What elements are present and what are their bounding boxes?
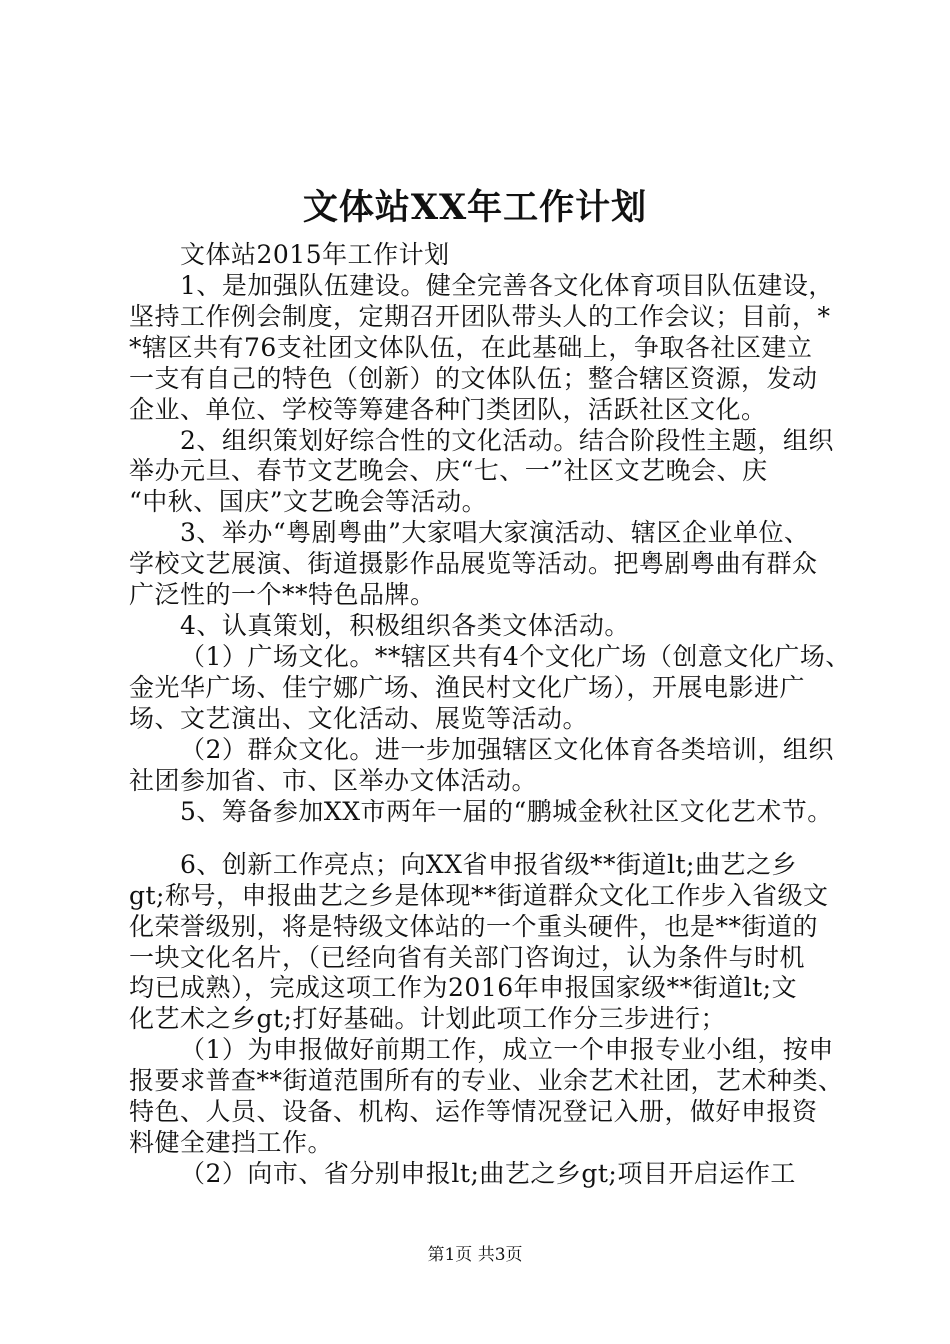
text-line: 一支有自己的特色（创新）的文体队伍；整合辖区资源，发动 — [129, 364, 818, 393]
page-footer: 第1页 共3页 — [427, 1245, 523, 1265]
text-line: 6、创新工作亮点；向XX省申报省级**街道lt;曲艺之乡 — [180, 850, 797, 879]
text-line: 学校文艺展演、街道摄影作品展览等活动。把粤剧粤曲有群众 — [129, 549, 818, 578]
text-line: *辖区共有76支社团文体队伍，在此基础上，争取各社区建立 — [129, 333, 813, 362]
text-line: （2）向市、省分别申报lt;曲艺之乡gt;项目开启运作工 — [180, 1159, 796, 1188]
text-line: 2、组织策划好综合性的文化活动。结合阶段性主题，组织 — [180, 426, 834, 455]
text-line: 均已成熟），完成这项工作为2016年申报国家级**街道lt;文 — [129, 973, 798, 1002]
text-line: 特色、人员、设备、机构、运作等情况登记入册，做好申报资 — [129, 1097, 818, 1126]
text-line: 广泛性的一个**特色品牌。 — [129, 580, 436, 609]
text-line: 社团参加省、市、区举办文体活动。 — [129, 766, 538, 795]
text-line: 场、文艺演出、文化活动、展览等活动。 — [129, 704, 589, 733]
text-line: “中秋、国庆”文艺晚会等活动。 — [129, 487, 488, 516]
text-line: 5、筹备参加XX市两年一届的“鹏城金秋社区文化艺术节。 — [180, 797, 833, 826]
text-line: 举办元旦、春节文艺晚会、庆“七、一”社区文艺晚会、庆 — [129, 456, 768, 485]
text-line: 文体站2015年工作计划 — [180, 240, 450, 269]
text-line: 化荣誉级别，将是特级文体站的一个重头硬件，也是**街道的 — [129, 912, 819, 941]
text-line: gt;称号，申报曲艺之乡是体现**街道群众文化工作步入省级文 — [129, 881, 829, 910]
text-line: 坚持工作例会制度，定期召开团队带头人的工作会议；目前，* — [129, 302, 831, 331]
document-title: 文体站XX年工作计划 — [302, 187, 648, 228]
text-line: （1）广场文化。**辖区共有4个文化广场（创意文化广场、 — [180, 642, 851, 671]
text-line: 1、是加强队伍建设。健全完善各文化体育项目队伍建设， — [180, 271, 834, 300]
text-line: 3、举办“粤剧粤曲”大家唱大家演活动、辖区企业单位、 — [180, 518, 810, 547]
text-line: 企业、单位、学校等筹建各种门类团队，活跃社区文化。 — [129, 395, 767, 424]
text-line: 一块文化名片，（已经向省有关部门咨询过，认为条件与时机 — [129, 943, 806, 972]
text-line: （1）为申报做好前期工作，成立一个申报专业小组，按申 — [180, 1035, 834, 1064]
text-line: 4、认真策划，积极组织各类文体活动。 — [180, 611, 630, 640]
text-line: 报要求普查**街道范围所有的专业、业余艺术社团，艺术种类、 — [129, 1066, 844, 1095]
text-line: 料健全建挡工作。 — [129, 1128, 334, 1157]
text-line: （2）群众文化。进一步加强辖区文化体育各类培训，组织 — [180, 735, 834, 764]
text-line: 化艺术之乡gt;打好基础。计划此项工作分三步进行； — [129, 1004, 726, 1033]
text-line: 金光华广场、佳宁娜广场、渔民村文化广场），开展电影进广 — [129, 673, 806, 702]
